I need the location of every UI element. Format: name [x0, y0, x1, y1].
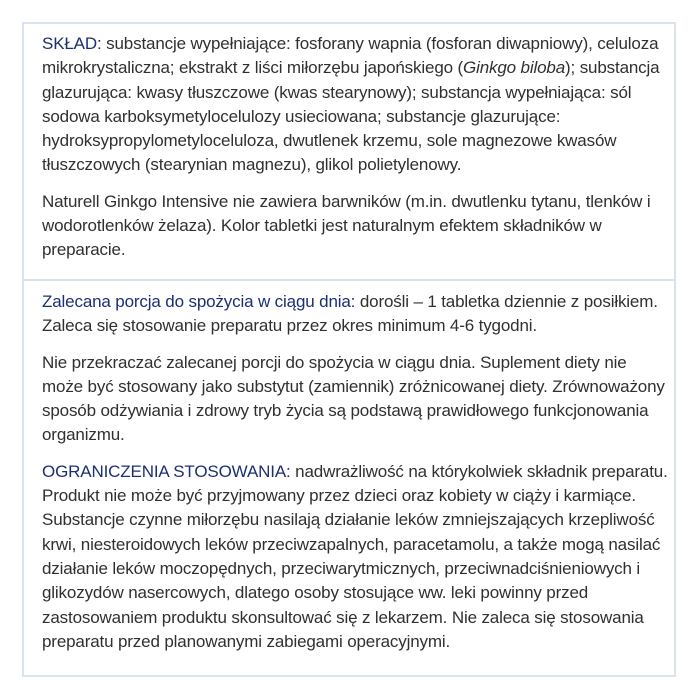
composition-text-a: substancje wypełniające: fosforany wapnia (fosforan diwapniowy), celuloza mikrokrystaliczna; ekstrakt z liści miłorzębu japońskiego ( [42, 34, 659, 78]
composition-label: SKŁAD: [42, 34, 102, 53]
leaflet-frame [22, 22, 676, 677]
warning-paragraph: Nie przekraczać zalecanej porcji do spożycia w ciągu dnia. Suplement diety nie może być stosowany jako substytut (zamiennik) zróżnicowanej diety. Zrównoważony sposób odżywiania i zdrowy tryb życia są podstawą prawidłowego funkcjonowania organizmu. [42, 352, 665, 445]
dosage-paragraph [42, 290, 668, 339]
composition-section [42, 32, 668, 263]
section-divider [24, 279, 674, 281]
dosage-text: dorośli – 1 tabletka dziennie z posiłkiem. Zaleca się stosowanie preparatu przez okres minimum 4-6 tygodni. [42, 292, 658, 336]
restrictions-label: OGRANICZENIA STOSOWANIA: [42, 461, 291, 481]
restrictions-paragraph [42, 460, 668, 654]
restrictions-text: nadwrażliwość na którykolwiek składnik preparatu. Produkt nie może być przyjmowany przez dzieci oraz kobiety w ciąży i karmiące. Substancje czynne miłorzębu nasilają działanie leków zmniejszających krzepliwość krwi, niesteroidowych leków przeciwzapalnych, paracetamolu, a także mogą nasilać działanie leków moczopędnych, przeciwarytmicznych, przeciwnadciśnieniowych i glikozydów nasercowych, dlatego osoby stosujące ww. leki powinny przed zastosowaniem produktu skonsultować się z lekarzem. Nie zaleca się stosowania preparatu przed planowanymi zabiegami operacyjnymi. [42, 461, 668, 651]
dosage-label: Zalecana porcja do spożycia w ciągu dnia: [42, 292, 356, 311]
dyes-note-paragraph: Naturell Ginkgo Intensive nie zawiera barwników (m.in. dwutlenku tytanu, tlenków i wodorotlenków żelaza). Kolor tabletki jest naturalnym efektem składników w preparacie. [42, 191, 651, 260]
composition-paragraph [42, 32, 668, 178]
usage-section [42, 290, 668, 654]
latin-name: Ginkgo biloba [463, 58, 566, 78]
composition-text-b: ); substancja glazurująca: kwasy tłuszczowe (kwas stearynowy); substancja wypełniająca: sól sodowa karboksymetylocelulozy usieciowana; substancje glazurujące: hydroksypropylometyloceluloza, dwutlenek krzemu, sole magnezowe kwasów tłuszczowych (stearynian magnezu), glikol polietylenowy. [42, 58, 660, 175]
